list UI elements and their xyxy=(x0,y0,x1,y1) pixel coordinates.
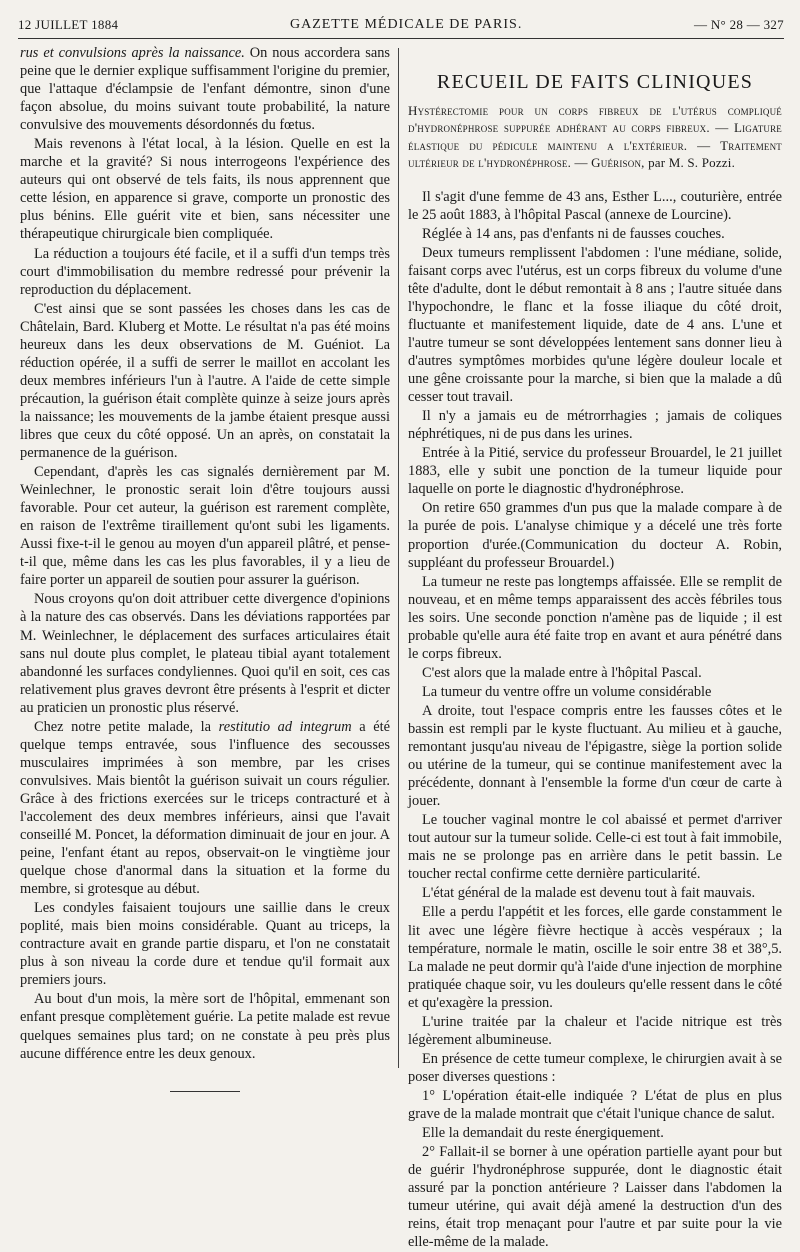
paragraph: A droite, tout l'espace compris entre les fausses côtes et le bassin est rempli par le kyste fluctuant. Au milieu et à gauche, remontant jusqu'au niveau de l'épigastre, siège la portion solide ou utérine de la tumeur, qui se continue manifestement avec la précédente, donnant à l'ensemble la forme d'un cœur de carte à jouer. xyxy=(408,702,782,810)
paragraph: Mais revenons à l'état local, à la lésion. Quelle en est la marche et la gravité? Si nous interrogeons l'expérience des auteurs qui ont observé de tels faits, ils nous apprennent que cette lésion, en apparence si grave, comporte un pronostic des plus bénins. Elle guérit vite et bien, sans nécessiter une thérapeutique chirurgicale bien compliquée. xyxy=(20,136,390,243)
paragraph: 1° L'opération était-elle indiquée ? L'état de plus en plus grave de la malade montrait que c'était l'unique chance de salut. xyxy=(408,1087,782,1122)
header-date: 12 JUILLET 1884 xyxy=(18,17,119,32)
paragraph-text: On nous accordera sans peine que le dernier explique suffisamment l'origine du premier, que l'attaque d'éclampsie de l'enfant démontre, sinon d'une façon absolue, du moins suivant toute probabilité, la nature convulsive des mouvements désordonnés du fœtus. xyxy=(20,45,391,134)
paragraph: Il n'y a jamais eu de métrorrhagies ; jamais de coliques néphrétiques, ni de pus dans les urines. xyxy=(408,408,782,443)
paragraph: On retire 650 grammes d'un pus que la malade compare à de la purée de pois. L'analyse chimique y a décelé une très forte proportion d'urée.(Communication du docteur A. Robin, suppléant du professeur Brouardel.) xyxy=(408,500,782,571)
paragraph: En présence de cette tumeur complexe, le chirurgien avait à se poser diverses questions : xyxy=(408,1050,782,1085)
section-title: RECUEIL DE FAITS CLINIQUES xyxy=(436,71,754,93)
paragraph: C'est alors que la malade entre à l'hôpital Pascal. xyxy=(422,664,702,681)
left-column xyxy=(20,44,390,1092)
paragraph: Il s'agit d'une femme de 43 ans, Esther L..., couturière, entrée le 25 août 1883, à l'hôpital Pascal (annexe de Lourcine). xyxy=(408,188,782,223)
end-of-article-rule xyxy=(170,1091,240,1092)
paragraph: La tumeur ne reste pas longtemps affaissée. Elle se remplit de nouveau, et en même temps apparaissent des accès fébriles tous les soirs. Une seconde ponction n'amène pas de liquide ; il est probable qu'elle aura été faite trop en avant et aura pénétré dans le corps fibreux. xyxy=(408,573,782,662)
header-rule xyxy=(18,38,784,39)
article-author: par M. S. Pozzi. xyxy=(648,155,736,171)
paragraph: Le toucher vaginal montre le col abaissé et permet d'arriver tout autour sur la tumeur solide. Celle-ci est tout à fait immobile, mais ne se prolonge pas en arrière dans le petit bassin. Le toucher rectal confirme cette dernière particularité. xyxy=(408,812,782,883)
paragraph xyxy=(20,44,390,134)
header-journal-title: GAZETTE MÉDICALE DE PARIS. xyxy=(289,17,523,32)
paragraph xyxy=(20,718,390,898)
paragraph: 2° Fallait-il se borner à une opération partielle ayant pour but de guérir l'hydronéphrose suppurée, dont le diagnostic était assuré par la ponction antérieure ? Laisser dans l'abdomen la tumeur utérine, qui avait déjà amené la destruction d'un des reins, était trop menaçant pour l'autre et par suite pour la vie elle-même de la malade. xyxy=(408,1144,782,1251)
paragraph: L'urine traitée par la chaleur et l'acide nitrique est très légèrement albumineuse. xyxy=(408,1013,782,1048)
paragraph: Au bout d'un mois, la mère sort de l'hôpital, emmenant son enfant presque complètement guérie. La petite malade est revue quelques semaines plus tard; on ne constate à peu près plus aucune différence entre les deux genoux. xyxy=(20,991,390,1062)
header-issue-page: — N° 28 — 327 xyxy=(694,17,784,32)
article-subtitle xyxy=(408,102,782,172)
paragraph-text: Chez notre petite malade, la xyxy=(34,718,219,735)
paragraph: Cependant, d'après les cas signalés dernièrement par M. Weinlechner, le pronostic serait loin d'être toujours aussi favorable. Pour cet auteur, la guérison est rarement complète, en raison de l'extrême tiraillement qu'ont subi les ligaments. Aussi fixe-t-il le genou au moyen d'un appareil plâtré, et pense-t-il que, même dans les cas les plus favorables, il y a lieu de faire porter un appareil de soutien pour assurer la guérison. xyxy=(20,464,390,589)
column-divider xyxy=(398,48,399,1068)
paragraph: Nous croyons qu'on doit attribuer cette divergence d'opinions à la nature des cas observés. Dans les déviations rapportées par M. Weinlechner, le déplacement des surfaces articulaires était sans nul doute plus complet, le plateau tibial ayant totalement abandonné les surfaces condyliennes. Quoi qu'il en soit, ces cas relativement plus graves devront être présents à l'esprit et dicter au praticien un pronostic plus réservé. xyxy=(20,591,390,716)
paragraph: L'état général de la malade est devenu tout à fait mauvais. xyxy=(422,885,756,902)
page-header xyxy=(18,12,784,38)
paragraph: Réglée à 14 ans, pas d'enfants ni de fausses couches. xyxy=(422,225,725,242)
paragraph: Elle a perdu l'appétit et les forces, elle garde constamment le lit avec une légère fièvre hectique à accès vespéraux ; la température, normale le matin, oscille le soir entre 38 et 38°,5. La malade ne peut dormir qu'à l'aide d'une injection de morphine pratiquée chaque soir, vu les douleurs qu'elle ressent dans le côté et qu'exagère la pression. xyxy=(408,904,782,1011)
italic-text: restitutio ad integrum xyxy=(218,718,352,735)
paragraph: C'est ainsi que se sont passées les choses dans les cas de Châtelain, Bard. Kluberg et Motte. Le résultat n'a pas été moins heureux dans les deux observations de M. Guéniot. La réduction opérée, il a suffi de serrer le maillot en accolant les deux membres inférieurs l'un à l'autre. A l'aide de cette simple précaution, la guérison était complète quinze à seize jours après la naissance; les mouvements de la jambe étaient presque aussi libres que ceux du côté opposé. Un an après, on constatait la permanence de la guérison. xyxy=(20,300,390,462)
italic-text: rus et convulsions après la naissance. xyxy=(20,45,245,61)
paragraph: Elle la demandait du reste énergiquement. xyxy=(422,1125,664,1142)
paragraph: La réduction a toujours été facile, et il a suffi d'un temps très court d'immobilisation du membre redressé pour prévenir la reproduction du déplacement. xyxy=(20,245,390,298)
subtitle-text: Hystérectomie pour un corps fibreux de l'utérus compliqué d'hydronéphrose suppurée adhérant au corps fibreux. — Ligature élastique du pédicule maintenu a l'extérieur. — Traitement ultérieur de l'hydronéphrose. — Guérison, xyxy=(408,103,782,171)
paragraph: Les condyles faisaient toujours une saillie dans le creux poplité, mais bien moins considérable. Quant au triceps, la contracture avait en grande partie disparu, et l'on ne constatait plus à son niveau la corde dure et tendue qu'il formait aux premiers jours. xyxy=(20,900,390,989)
right-column xyxy=(408,44,782,1252)
paragraph: Entrée à la Pitié, service du professeur Brouardel, le 21 juillet 1883, elle y subit une ponction de la tumeur liquide pour laquelle on porte le diagnostic d'hydronéphrose. xyxy=(408,445,782,498)
paragraph-text: a été quelque temps entravée, sous l'influence des secousses musculaires imprimées à son membre, par les crises convulsives. Mais bientôt la guérison suivait un cours régulier. Grâce à des frictions exercées sur le triceps contracturé et à l'accolement des deux membres inférieurs, ainsi que l'avait conseillé M. Poncet, la déformation diminuait de jour en jour. A peine, l'enfant étant au repos, observait-on le vingtième jour quelque chose d'anormal dans la situation et la forme du membre, si grotesque au début. xyxy=(20,718,391,898)
paragraph: La tumeur du ventre offre un volume considérable xyxy=(422,683,712,700)
paragraph: Deux tumeurs remplissent l'abdomen : l'une médiane, solide, faisant corps avec l'utérus, est un corps fibreux du volume d'une tête d'adulte, dont le début remontait à 8 ans ; l'autre située dans l'hypochondre, le flanc et la fosse iliaque du côté droit, fluctuante et manifestement liquide, date de 4 ans. L'une et l'autre tumeur se sont développées lentement sans donner lieu à d'autres symptômes morbides qu'une légère douleur locale et une gêne croissante pour la marche, si bien que la malade a dû cesser tout travail. xyxy=(408,244,782,406)
